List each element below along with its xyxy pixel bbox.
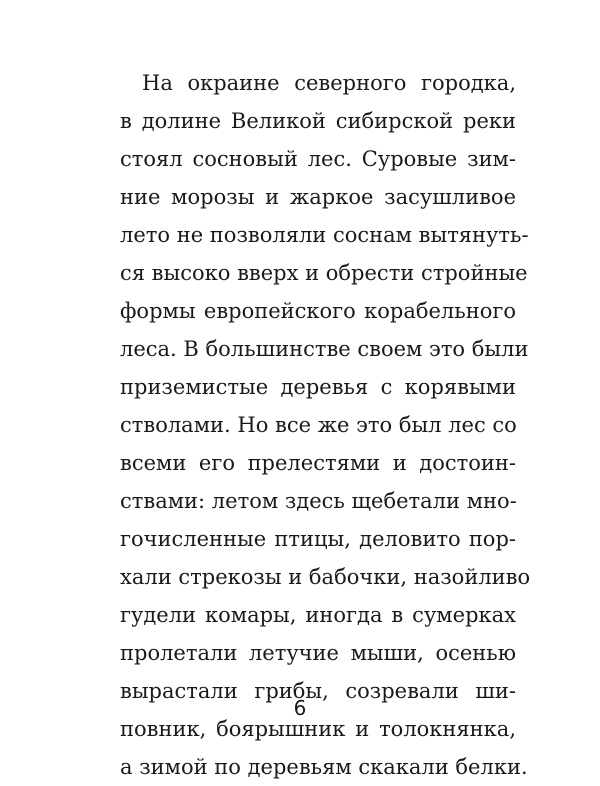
paragraph-line: стволами. Но все же это был лес со bbox=[120, 413, 517, 437]
paragraph-line: пролетали летучие мыши, осенью bbox=[120, 641, 516, 665]
paragraph-line: ствами: летом здесь щебетали мно- bbox=[120, 489, 517, 513]
paragraph-line: стоял сосновый лес. Суровые зим- bbox=[120, 147, 516, 171]
paragraph-line: лето не позволяли соснам вытянуть- bbox=[120, 223, 529, 247]
paragraph-line: гочисленные птицы, деловито пор- bbox=[120, 527, 516, 551]
paragraph-line: повник, боярышник и толокнянка, bbox=[120, 717, 516, 741]
body-paragraph bbox=[120, 64, 531, 786]
paragraph-line: всеми его прелестями и достоин- bbox=[120, 451, 516, 475]
paragraph-line: в долине Великой сибирской реки bbox=[120, 109, 516, 133]
paragraph-line: а зимой по деревьям скакали белки. bbox=[120, 755, 528, 779]
paragraph-line: гудели комары, иногда в сумерках bbox=[120, 603, 516, 627]
paragraph-line: ние морозы и жаркое засушливое bbox=[120, 185, 516, 209]
paragraph-line: вырастали грибы, созревали ши- bbox=[120, 679, 516, 703]
page-number: 6 bbox=[293, 696, 307, 720]
paragraph-line: формы европейского корабельного bbox=[120, 299, 516, 323]
paragraph-line: ся высоко вверх и обрести стройные bbox=[120, 261, 528, 285]
paragraph-line: леса. В большинстве своем это были bbox=[120, 337, 529, 361]
paragraph-line: приземистые деревья с корявыми bbox=[120, 375, 516, 399]
paragraph-line: хали стрекозы и бабочки, назойливо bbox=[120, 565, 531, 589]
paragraph-line: На окраине северного городка, bbox=[142, 71, 516, 95]
